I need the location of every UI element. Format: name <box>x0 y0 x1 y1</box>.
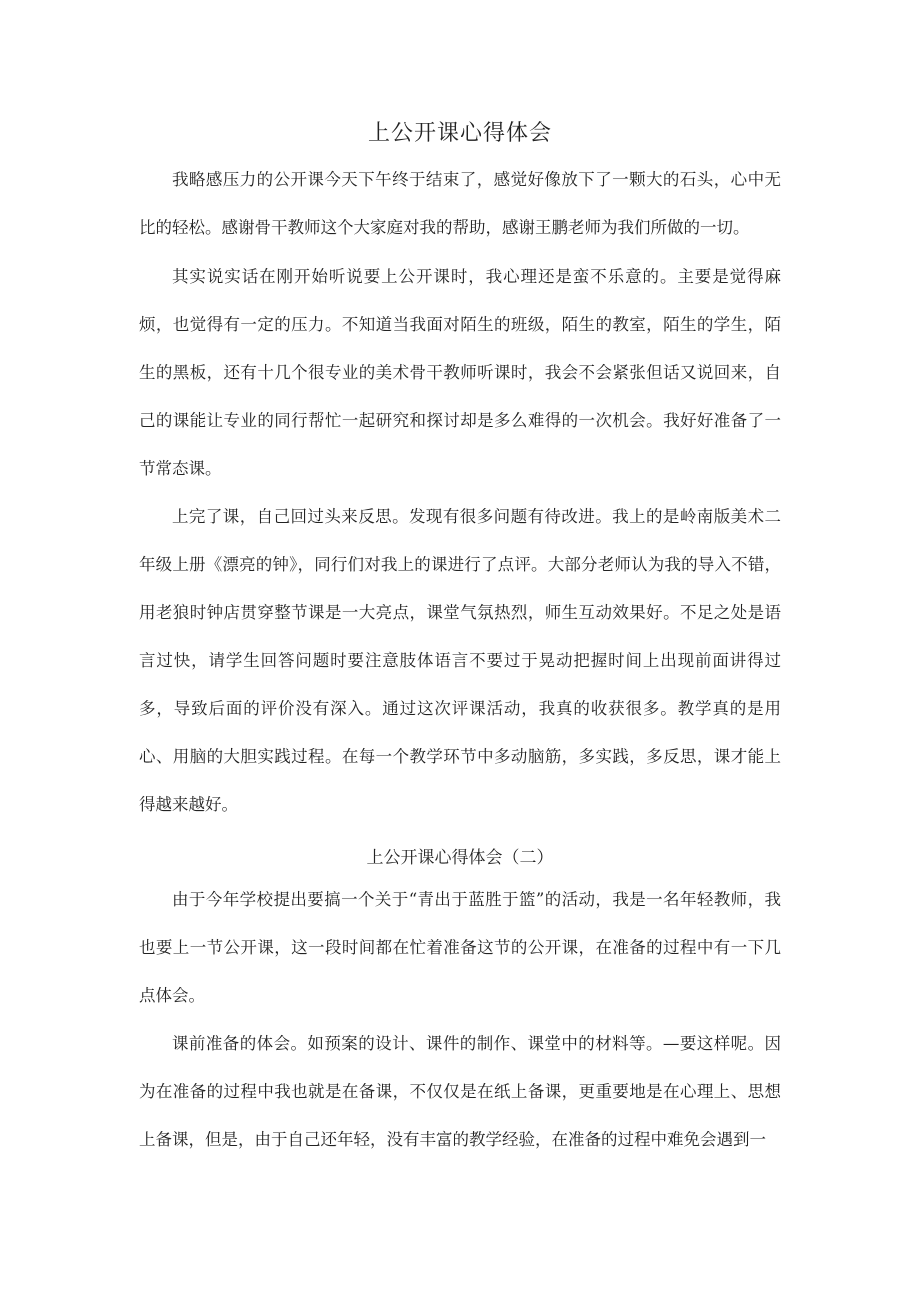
section-subtitle: 上公开课心得体会（二） <box>366 848 554 868</box>
paragraph: 上完了课，自己回过头来反思。发现有很多问题有待改进。我上的是岭南版美术二年级上册《漂亮的钟》，同行们对我上的课进行了点评。大部分老师认为我的导入不错，用老狼时钟店贯穿整节课是一大亮点，课堂气氛热烈，师生互动效果好。不足之处是语言过快，请学生回答问题时要注意肢体语言不要过于晃动把握时间上出现前面讲得过多，导致后面的评价没有深入。通过这次评课活动，我真的收获很多。教学真的是用心、用脑的大胆实践过程。在每一个教学环节中多动脑筋，多实践，多反思，课才能上得越来越好。 <box>139 507 781 814</box>
paragraph: 其实说实话在刚开始听说要上公开课时，我心理还是蛮不乐意的。主要是觉得麻烦，也觉得有一定的压力。不知道当我面对陌生的班级，陌生的教室，陌生的学生，陌生的黑板，还有十几个很专业的美术骨干教师听课时，我会不会紧张但话又说回来，自己的课能让专业的同行帮忙一起研究和探讨却是多么难得的一次机会。我好好准备了一节常态课。 <box>139 267 781 478</box>
paragraph: 课前准备的体会。如预案的设计、课件的制作、课堂中的材料等。—要这样呢。因为在准备的过程中我也就是在备课，不仅仅是在纸上备课，更重要地是在心理上、思想上备课，但是，由于自己还年轻，没有丰富的教学经验，在准备的过程中难免会遇到一 <box>139 1034 781 1149</box>
document-title: 上公开课心得体会 <box>367 121 552 146</box>
paragraph: 由于今年学校提出要搞一个关于“青出于蓝胜于篮”的活动，我是一名年轻教师，我也要上一节公开课，这一段时间都在忙着准备这节的公开课，在准备的过程中有一下几点体会。 <box>139 890 781 1005</box>
paragraph: 我略感压力的公开课今天下午终于结束了，感觉好像放下了一颗大的石头，心中无比的轻松。感谢骨干教师这个大家庭对我的帮助，感谢王鹏老师为我们所做的一切。 <box>139 170 781 237</box>
